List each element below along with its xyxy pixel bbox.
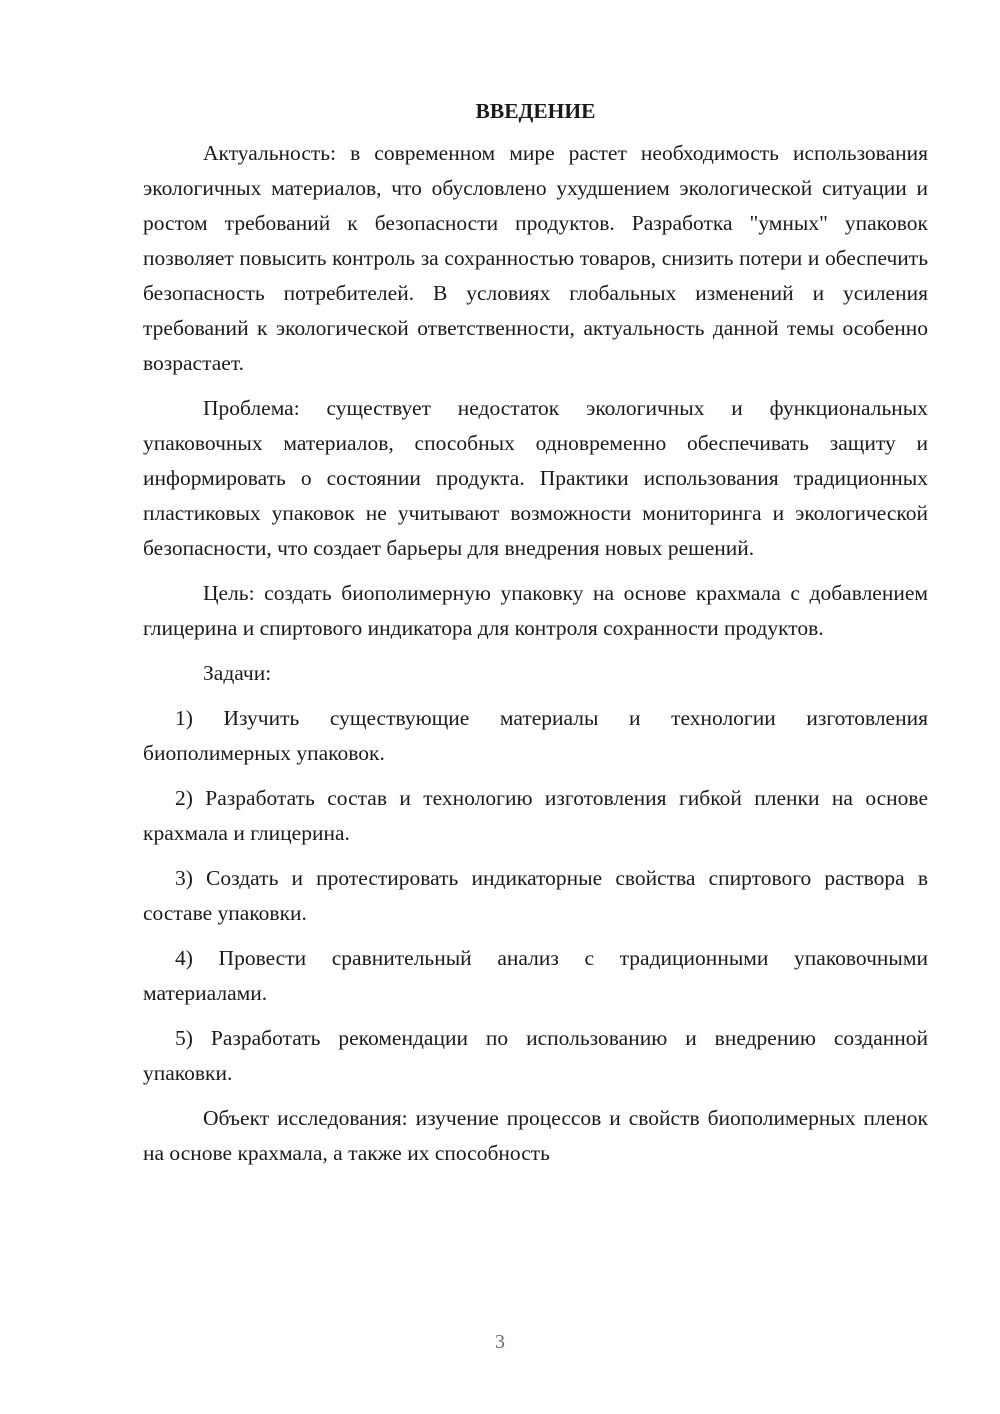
paragraph-problem: Проблема: существует недостаток экологичных и функциональных упаковочных материалов, способных одновременно обеспечивать защиту и информировать о состоянии продукта. Практики использования традиционных пластиковых упаковок не учитывают возможности мониторинга и экологической безопасности, что создает барьеры для внедрения новых решений. <box>143 396 928 560</box>
task-item-2: 2) Разработать состав и технологию изготовления гибкой пленки на основе крахмала и глицерина. <box>143 786 928 845</box>
task-item-4: 4) Провести сравнительный анализ с традиционными упаковочными материалами. <box>143 946 928 1005</box>
task-item-3: 3) Создать и протестировать индикаторные свойства спиртового раствора в составе упаковки. <box>143 866 928 925</box>
paragraph-goal: Цель: создать биополимерную упаковку на основе крахмала с добавлением глицерина и спиртового индикатора для контроля сохранности продуктов. <box>143 581 928 640</box>
paragraph-object: Объект исследования: изучение процессов и свойств биополимерных пленок на основе крахмала, а также их способность <box>143 1106 928 1165</box>
paragraph-relevance: Актуальность: в современном мире растет необходимость использования экологичных материалов, что обусловлено ухудшением экологической ситуации и ростом требований к безопасности продуктов. Разработка "умных" упаковок позволяет повысить контроль за сохранностью товаров, снизить потери и обеспечить безопасность потребителей. В условиях глобальных изменений и усиления требований к экологической ответственности, актуальность данной темы особенно возрастает. <box>143 141 928 375</box>
document-body <box>143 96 928 1181</box>
section-heading: ВВЕДЕНИЕ <box>475 99 596 123</box>
tasks-label: Задачи: <box>203 661 272 685</box>
task-item-1: 1) Изучить существующие материалы и технологии изготовления биополимерных упаковок. <box>143 706 928 765</box>
page-number: 3 <box>495 1331 505 1353</box>
task-item-5: 5) Разработать рекомендации по использованию и внедрению созданной упаковки. <box>143 1026 928 1085</box>
